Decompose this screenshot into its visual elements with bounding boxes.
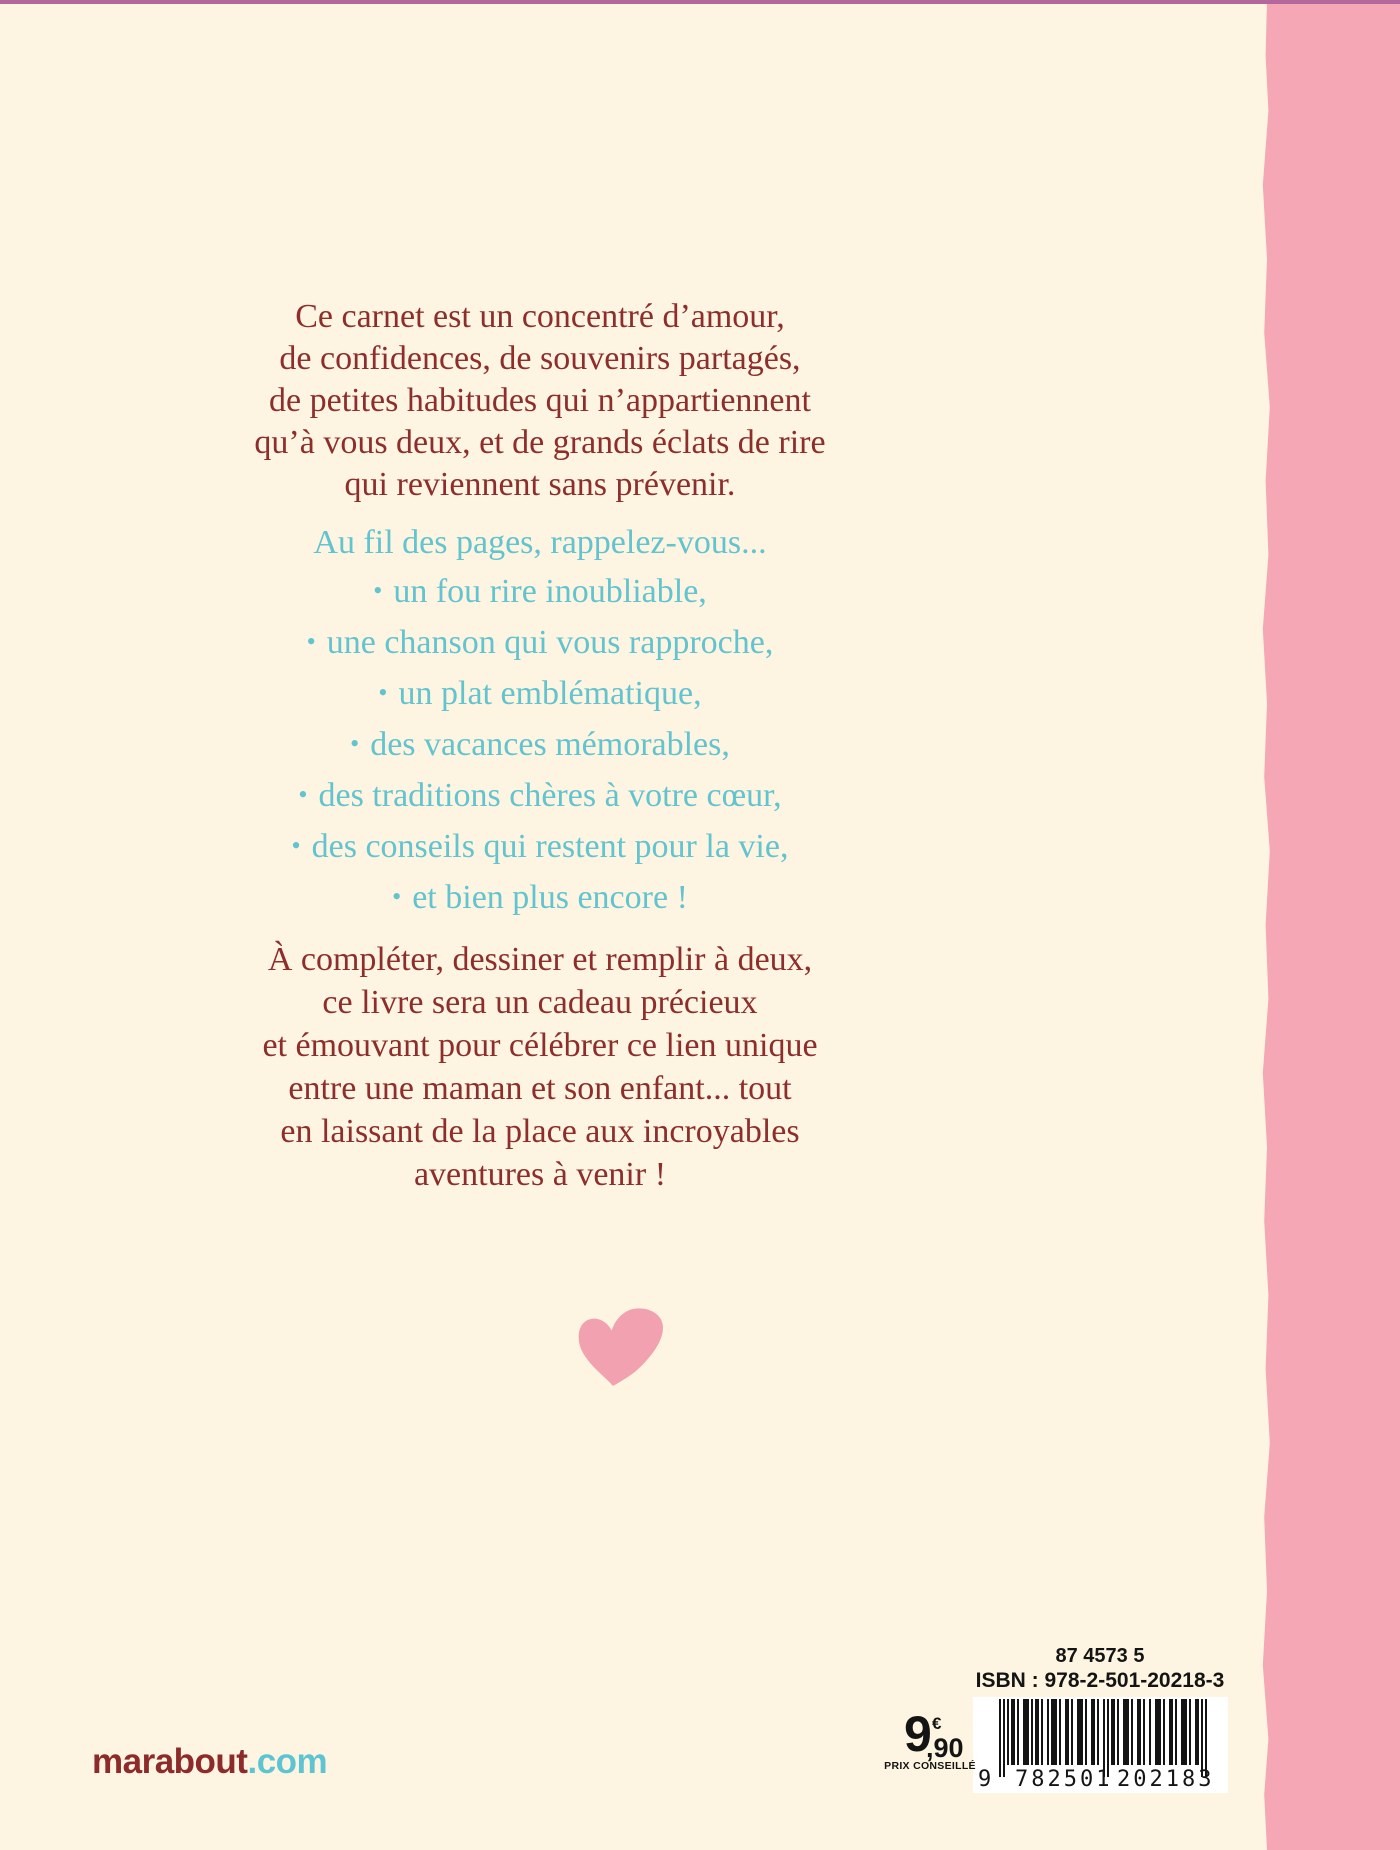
paragraph-line: aventures à venir ! xyxy=(413,1156,667,1193)
pink-side-stripe xyxy=(1260,0,1400,1850)
barcode-number xyxy=(973,1767,1228,1793)
paragraph-line: À compléter, dessiner et remplir à deux, xyxy=(267,941,813,978)
paragraph-line: ce livre sera un cadeau précieux xyxy=(322,984,758,1021)
list-item xyxy=(165,822,915,873)
bullet-icon: • xyxy=(291,831,301,860)
closing-paragraph xyxy=(165,938,915,1196)
list-item xyxy=(165,669,915,720)
isbn-label: ISBN : 978-2-501-20218-3 xyxy=(975,1669,1225,1692)
bullet-icon: • xyxy=(373,576,383,605)
bullet-icon: • xyxy=(306,627,316,656)
product-code: 87 4573 5 xyxy=(1055,1645,1145,1667)
bullet-icon: • xyxy=(350,729,360,758)
top-accent-bar xyxy=(0,0,1400,4)
list-item xyxy=(165,720,915,771)
barcode xyxy=(973,1697,1228,1793)
list-item-text: un plat emblématique, xyxy=(398,675,702,712)
list-item xyxy=(165,771,915,822)
list-item-text: des conseils qui restent pour la vie, xyxy=(311,828,789,865)
heart-icon xyxy=(576,1306,666,1386)
bullet-icon: • xyxy=(298,780,308,809)
price-cents: ,90 xyxy=(926,1733,964,1763)
list-item xyxy=(165,567,915,618)
list-item-text: des vacances mémorables, xyxy=(370,726,730,763)
paragraph-line: entre une maman et son enfant... tout xyxy=(288,1070,792,1107)
barcode-digit-group: 782501 xyxy=(1015,1767,1113,1792)
price-note: PRIX CONSEILLÉ xyxy=(884,1760,976,1772)
list-item xyxy=(165,873,915,924)
bullet-icon: • xyxy=(392,882,402,911)
isbn-block xyxy=(960,1645,1240,1693)
bullet-icon: • xyxy=(378,678,388,707)
publisher-website xyxy=(92,1742,327,1782)
price-integer: 9 xyxy=(904,1706,932,1762)
paragraph-line: Ce carnet est un concentré d’amour, xyxy=(295,298,785,335)
list-item-text: des traditions chères à votre cœur, xyxy=(318,777,782,814)
list-item-text: une chanson qui vous rapproche, xyxy=(326,624,774,661)
barcode-digit-group: 202183 xyxy=(1117,1767,1215,1792)
euro-icon: € xyxy=(932,1714,942,1733)
paragraph-line: et émouvant pour célébrer ce lien unique xyxy=(262,1027,818,1064)
highlights-list xyxy=(165,518,915,924)
intro-paragraph xyxy=(165,296,915,506)
list-item-text: un fou rire inoubliable, xyxy=(393,573,707,610)
publisher-tld: .com xyxy=(247,1742,328,1781)
highlights-intro: Au fil des pages, rappelez-vous... xyxy=(313,524,767,561)
list-item xyxy=(165,618,915,669)
paragraph-line: qu’à vous deux, et de grands éclats de rire xyxy=(254,424,826,461)
barcode-digit-group: 9 xyxy=(978,1767,992,1792)
paragraph-line: de confidences, de souvenirs partagés, xyxy=(279,340,801,377)
paragraph-line: qui reviennent sans prévenir. xyxy=(344,466,736,503)
list-item-text: et bien plus encore ! xyxy=(412,879,688,916)
publisher-name: marabout xyxy=(92,1742,248,1781)
paragraph-line: en laissant de la place aux incroyables xyxy=(280,1113,800,1150)
paragraph-line: de petites habitudes qui n’appartiennent xyxy=(269,382,811,419)
